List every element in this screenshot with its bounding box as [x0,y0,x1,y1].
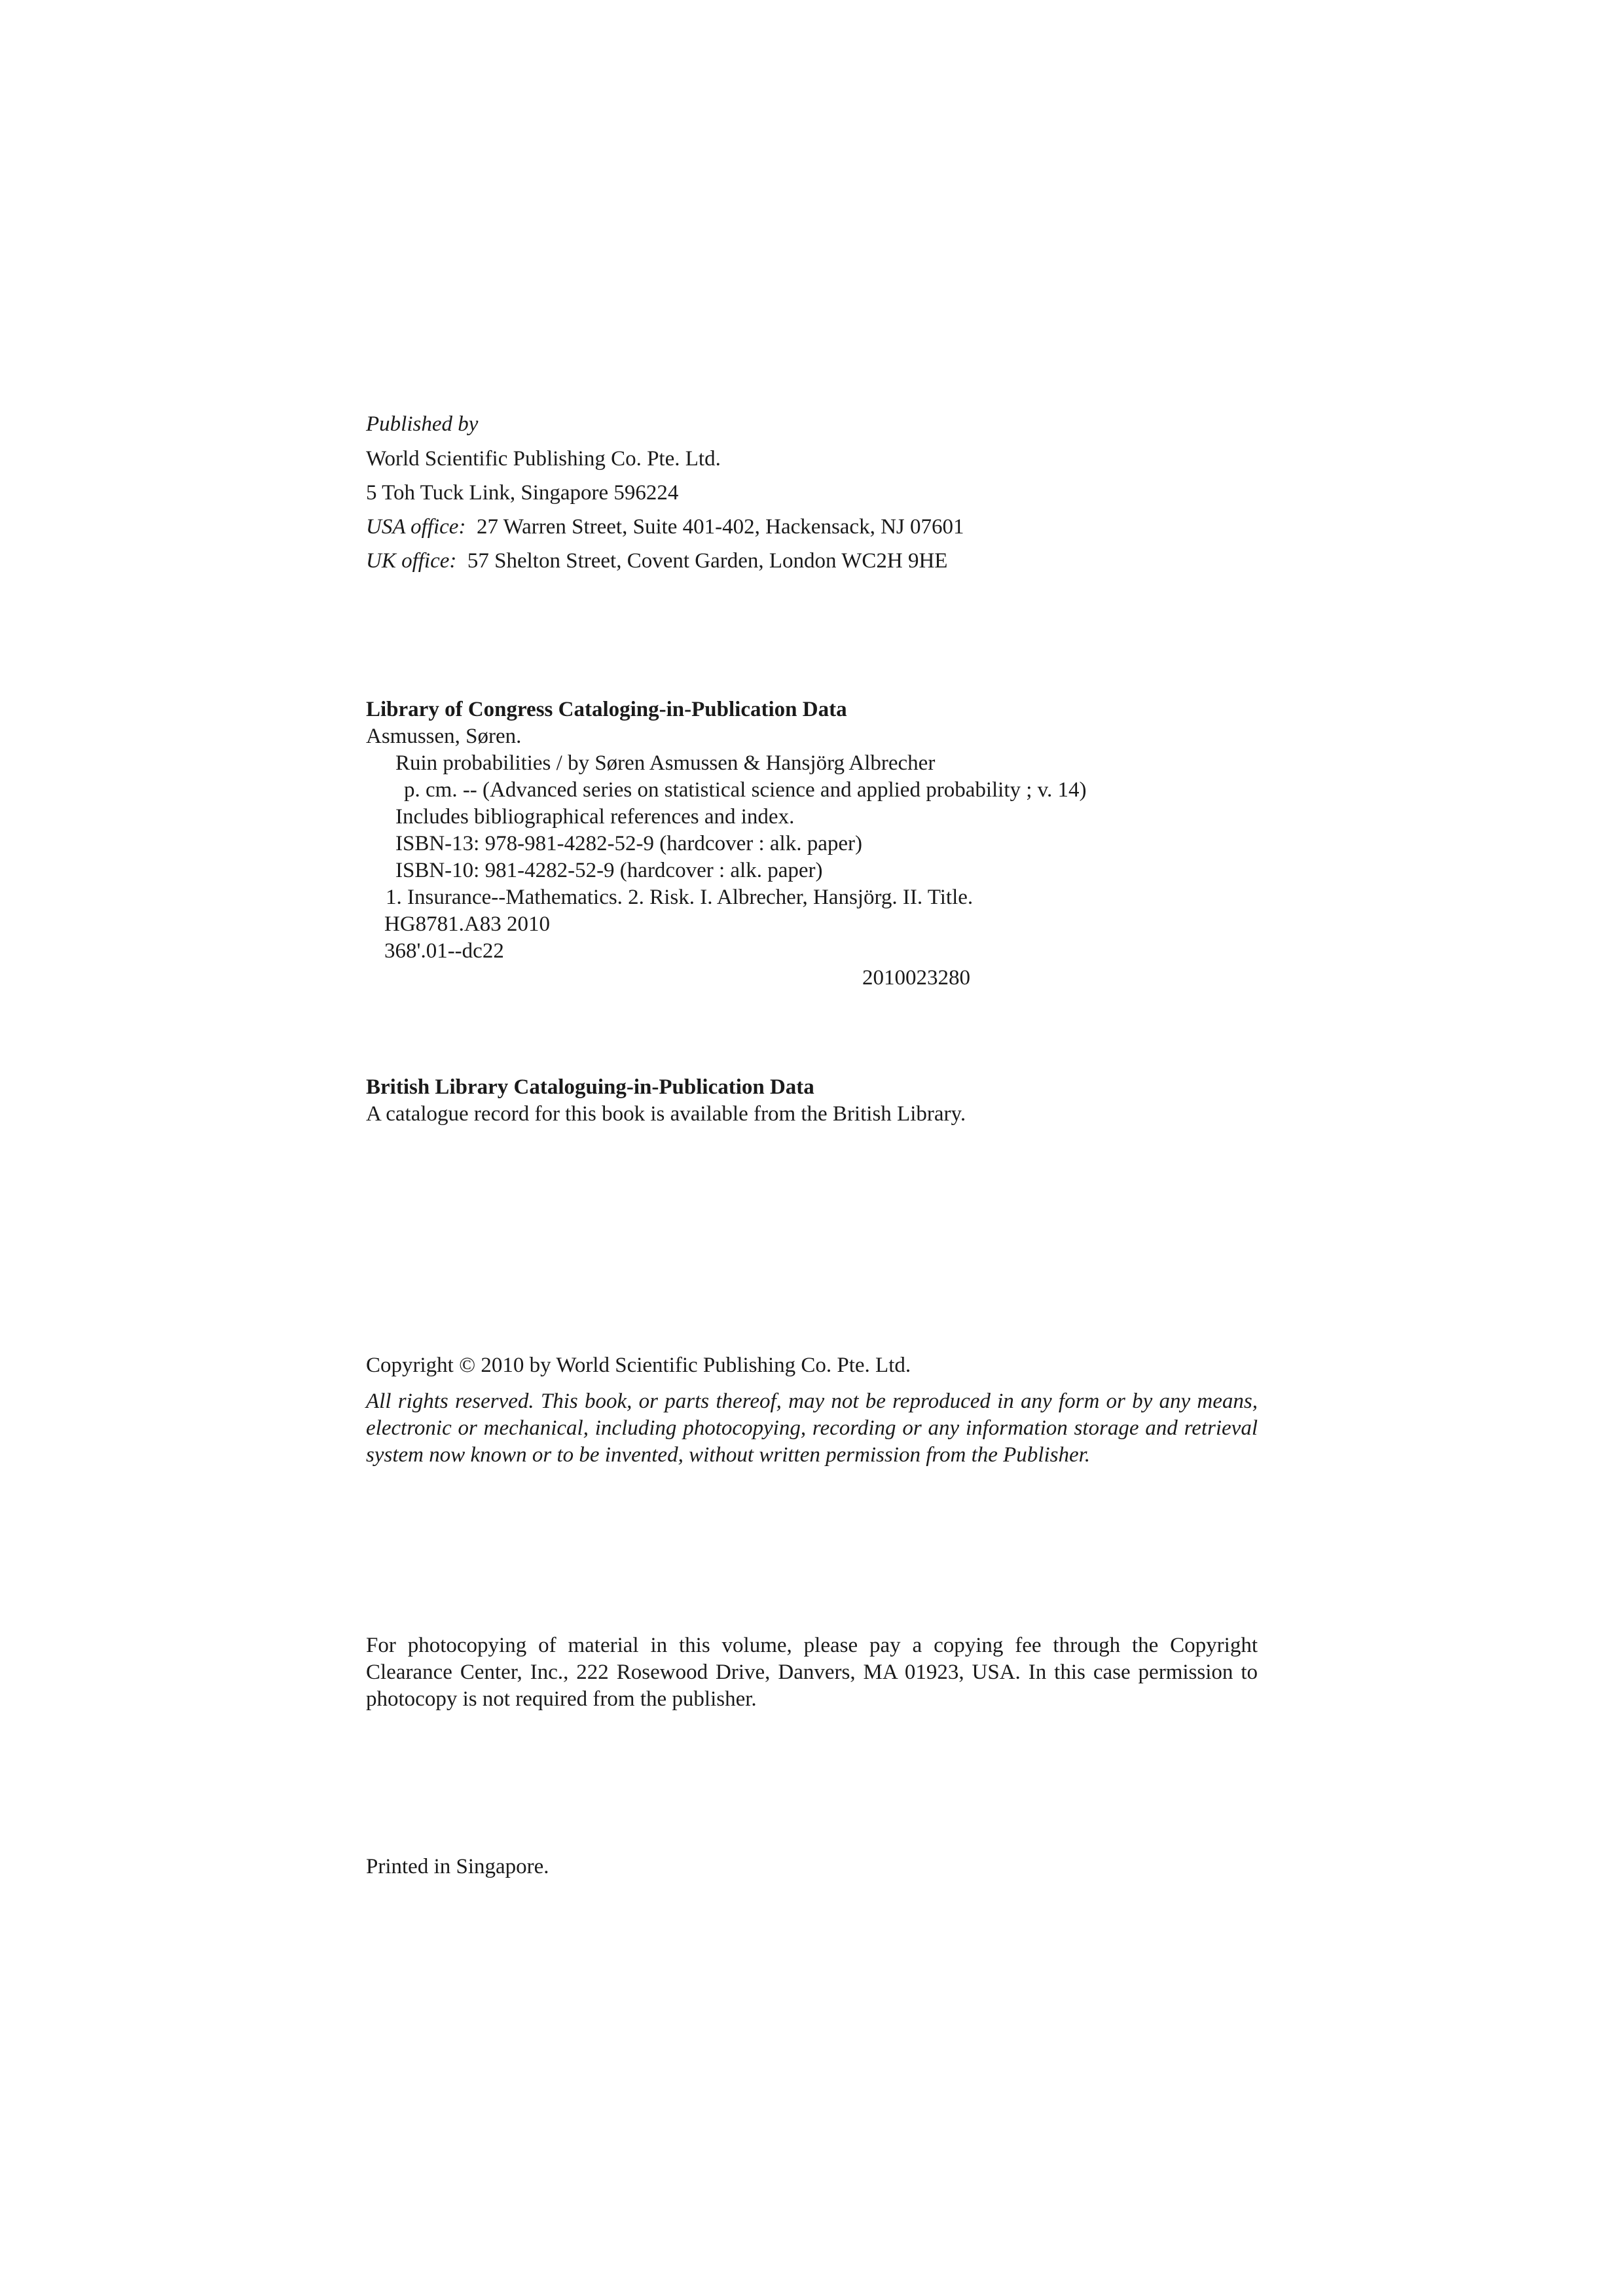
copyright-notice: Copyright © 2010 by World Scientific Publishing Co. Pte. Ltd. [366,1354,911,1377]
rights-reserved-text: All rights reserved. This book, or parts thereof, may not be reproduced in any form or by any means, electronic or mechanical, including photocopying, recording or any information storage and retrieval system now known or to be invented, without written permission from the Publisher. [366,1390,1258,1467]
loc-cip-pages-line: p. cm. -- (Advanced series on statistical science and applied probability ; v. 14) [404,778,1087,802]
usa-office-line [366,514,1258,541]
loc-cip-heading: Library of Congress Cataloging-in-Publication Data [366,698,847,721]
bl-cip-text: A catalogue record for this book is available from the British Library. [366,1102,966,1126]
loc-cip-author: Asmussen, Søren. [366,725,522,748]
loc-cip-isbn13: ISBN-13: 978-981-4282-52-9 (hardcover : alk. paper) [395,832,862,855]
loc-cip-isbn10: ISBN-10: 981-4282-52-9 (hardcover : alk. paper) [395,859,823,882]
photocopy-block [366,1632,1258,1713]
publisher-block [366,411,1258,575]
loc-cip-lccn: 2010023280 [862,966,970,990]
bl-cip-heading: British Library Cataloguing-in-Publication Data [366,1075,814,1099]
loc-cip-subjects: 1. Insurance--Mathematics. 2. Risk. I. Albrecher, Hansjörg. II. Title. [386,886,974,909]
copyright-block [366,1352,1258,1469]
uk-office-address: 57 Shelton Street, Covent Garden, London WC2H 9HE [467,549,948,573]
bl-cip-block [366,1074,1258,1128]
publisher-address: 5 Toh Tuck Link, Singapore 596224 [366,481,679,505]
loc-cip-title-line: Ruin probabilities / by Søren Asmussen & Hansjörg Albrecher [395,751,936,775]
uk-office-label: UK office: [366,549,457,573]
published-by-heading: Published by [366,412,479,436]
usa-office-label: USA office: [366,515,466,539]
loc-cip-block [366,696,1258,965]
loc-cip-notes-line: Includes bibliographical references and index. [395,805,795,829]
loc-cip-dewey: 368'.01--dc22 [384,939,504,963]
usa-office-address: 27 Warren Street, Suite 401-402, Hackensack, NJ 07601 [476,515,964,539]
printed-in-text: Printed in Singapore. [366,1855,549,1878]
printed-block [366,1854,1258,1880]
photocopy-text: For photocopying of material in this volume, please pay a copying fee through the Copyright Clearance Center, Inc., 222 Rosewood Drive, Danvers, MA 01923, USA. In this case permission to photocopy is not required from the publisher. [366,1634,1258,1711]
publisher-name: World Scientific Publishing Co. Pte. Ltd. [366,447,721,471]
loc-cip-call-number: HG8781.A83 2010 [384,912,550,936]
uk-office-line [366,548,1258,575]
